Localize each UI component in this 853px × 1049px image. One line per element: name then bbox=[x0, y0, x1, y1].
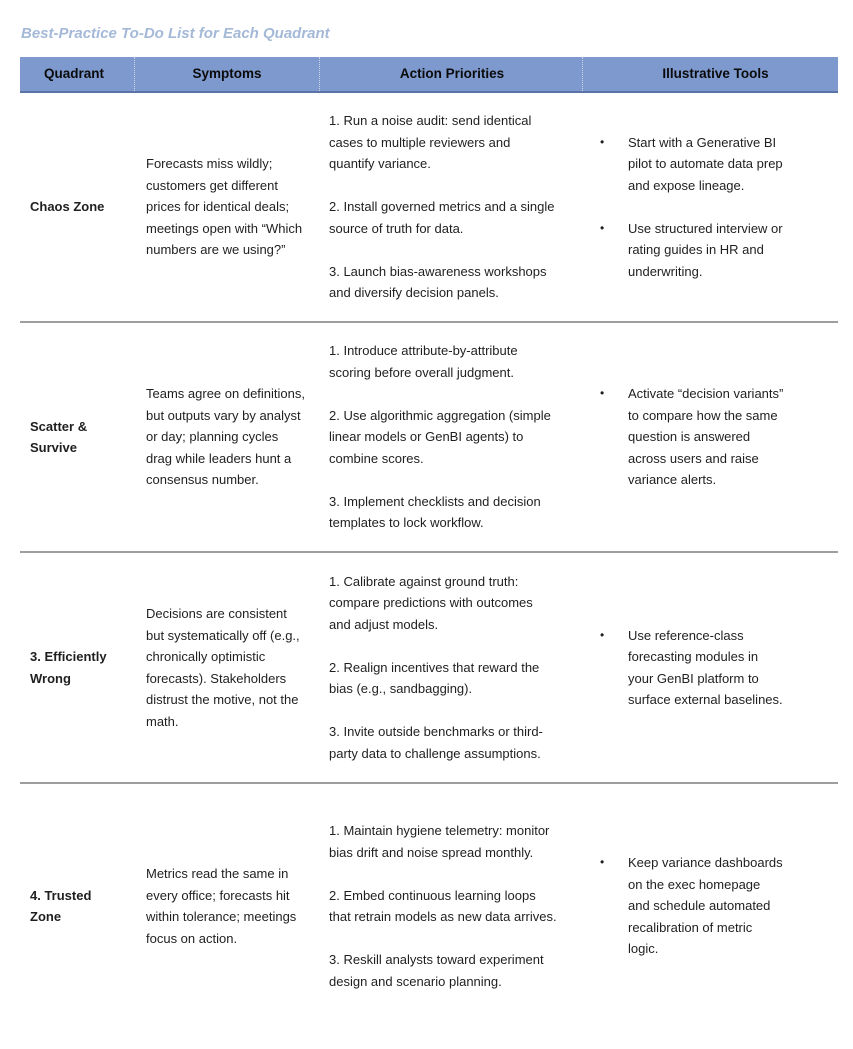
tools-cell bbox=[582, 784, 838, 1028]
tool-text: Activate “decision variants” to compare how the same question is answered across users and raise variance alerts. bbox=[628, 386, 784, 488]
table-row-chaos-zone bbox=[20, 93, 838, 321]
symptoms-cell bbox=[134, 553, 319, 782]
tool-item bbox=[600, 132, 830, 197]
action-item: 2. Install governed metrics and a single source of truth for data. bbox=[329, 199, 555, 236]
bullet-icon: • bbox=[600, 386, 605, 401]
tools-list bbox=[582, 852, 830, 960]
tools-list bbox=[582, 383, 830, 491]
page-title: Best-Practice To-Do List for Each Quadrant bbox=[21, 25, 330, 42]
bullet-icon: • bbox=[600, 627, 605, 642]
symptoms-text: Teams agree on definitions, but outputs vary by analyst or day; planning cycles drag while leaders hunt a consensus number. bbox=[146, 386, 305, 488]
tool-item bbox=[600, 852, 830, 960]
table-row-efficiently-wrong bbox=[20, 551, 838, 782]
quadrant-cell: Chaos Zone bbox=[30, 199, 105, 215]
symptoms-text: Forecasts miss wildly; customers get different prices for identical deals; meetings open with “Which numbers are we using?” bbox=[146, 156, 303, 258]
quadrant-cell: Scatter & Survive bbox=[30, 418, 88, 455]
tool-item bbox=[600, 625, 830, 711]
action-item: 2. Realign incentives that reward the bias (e.g., sandbagging). bbox=[329, 659, 540, 697]
action-item: 3. Launch bias-awareness workshops and diversify decision panels. bbox=[329, 263, 547, 301]
tool-item bbox=[600, 383, 830, 491]
tool-text: Use structured interview or rating guides in HR and underwriting. bbox=[628, 220, 783, 279]
table-row-trusted-zone bbox=[20, 782, 838, 1028]
action-item: 1. Maintain hygiene telemetry: monitor bias drift and noise spread monthly. bbox=[329, 823, 550, 860]
column-header-illustrative-tools: Illustrative Tools bbox=[582, 57, 838, 91]
quadrant-cell: 4. Trusted Zone bbox=[30, 887, 92, 924]
column-header-quadrant: Quadrant bbox=[43, 66, 104, 82]
column-header-action-priorities: Action Priorities bbox=[319, 57, 582, 91]
symptoms-text: Metrics read the same in every office; forecasts hit within tolerance; meetings focus on action. bbox=[146, 866, 297, 946]
symptoms-cell bbox=[134, 323, 319, 551]
action-item: 3. Reskill analysts toward experiment design and scenario planning. bbox=[329, 952, 544, 989]
bullet-icon: • bbox=[600, 220, 605, 235]
document-page bbox=[0, 25, 853, 1028]
tool-text: Start with a Generative BI pilot to automate data prep and expose lineage. bbox=[628, 134, 783, 193]
actions-cell bbox=[319, 323, 582, 551]
actions-cell bbox=[319, 553, 582, 782]
action-item: 2. Embed continuous learning loops that retrain models as new data arrives. bbox=[329, 887, 557, 924]
bullet-icon: • bbox=[600, 855, 605, 870]
tools-cell bbox=[582, 323, 838, 551]
bullet-icon: • bbox=[600, 134, 605, 149]
symptoms-cell bbox=[134, 93, 319, 321]
symptoms-text: Decisions are consistent but systematically off (e.g., chronically optimistic forecasts). Stakeholders distrust the motive, not the math. bbox=[146, 606, 300, 729]
table-row-scatter-survive bbox=[20, 321, 838, 551]
table-header-row bbox=[20, 57, 838, 93]
column-header-symptoms: Symptoms bbox=[134, 57, 319, 91]
tool-text: Keep variance dashboards on the exec homepage and schedule automated recalibration of metric logic. bbox=[628, 855, 783, 957]
tools-list bbox=[582, 625, 830, 711]
action-item: 3. Implement checklists and decision templates to lock workflow. bbox=[329, 493, 541, 531]
actions-cell bbox=[319, 784, 582, 1028]
quadrant-table bbox=[20, 57, 838, 1028]
tools-list bbox=[582, 132, 830, 283]
actions-cell bbox=[319, 93, 582, 321]
quadrant-cell: 3. Efficiently Wrong bbox=[30, 649, 107, 686]
action-item: 2. Use algorithmic aggregation (simple linear models or GenBI agents) to combine scores. bbox=[329, 407, 551, 466]
tools-cell bbox=[582, 93, 838, 321]
tool-item bbox=[600, 218, 830, 283]
action-item: 1. Calibrate against ground truth: compare predictions with outcomes and adjust models. bbox=[329, 573, 533, 632]
action-item: 1. Run a noise audit: send identical cases to multiple reviewers and quantify variance. bbox=[329, 113, 532, 172]
action-item: 3. Invite outside benchmarks or third-party data to challenge assumptions. bbox=[329, 724, 543, 761]
tool-text: Use reference-class forecasting modules in your GenBI platform to surface external baselines. bbox=[628, 627, 783, 707]
symptoms-cell bbox=[134, 784, 319, 1028]
tools-cell bbox=[582, 553, 838, 782]
action-item: 1. Introduce attribute-by-attribute scoring before overall judgment. bbox=[329, 343, 518, 380]
